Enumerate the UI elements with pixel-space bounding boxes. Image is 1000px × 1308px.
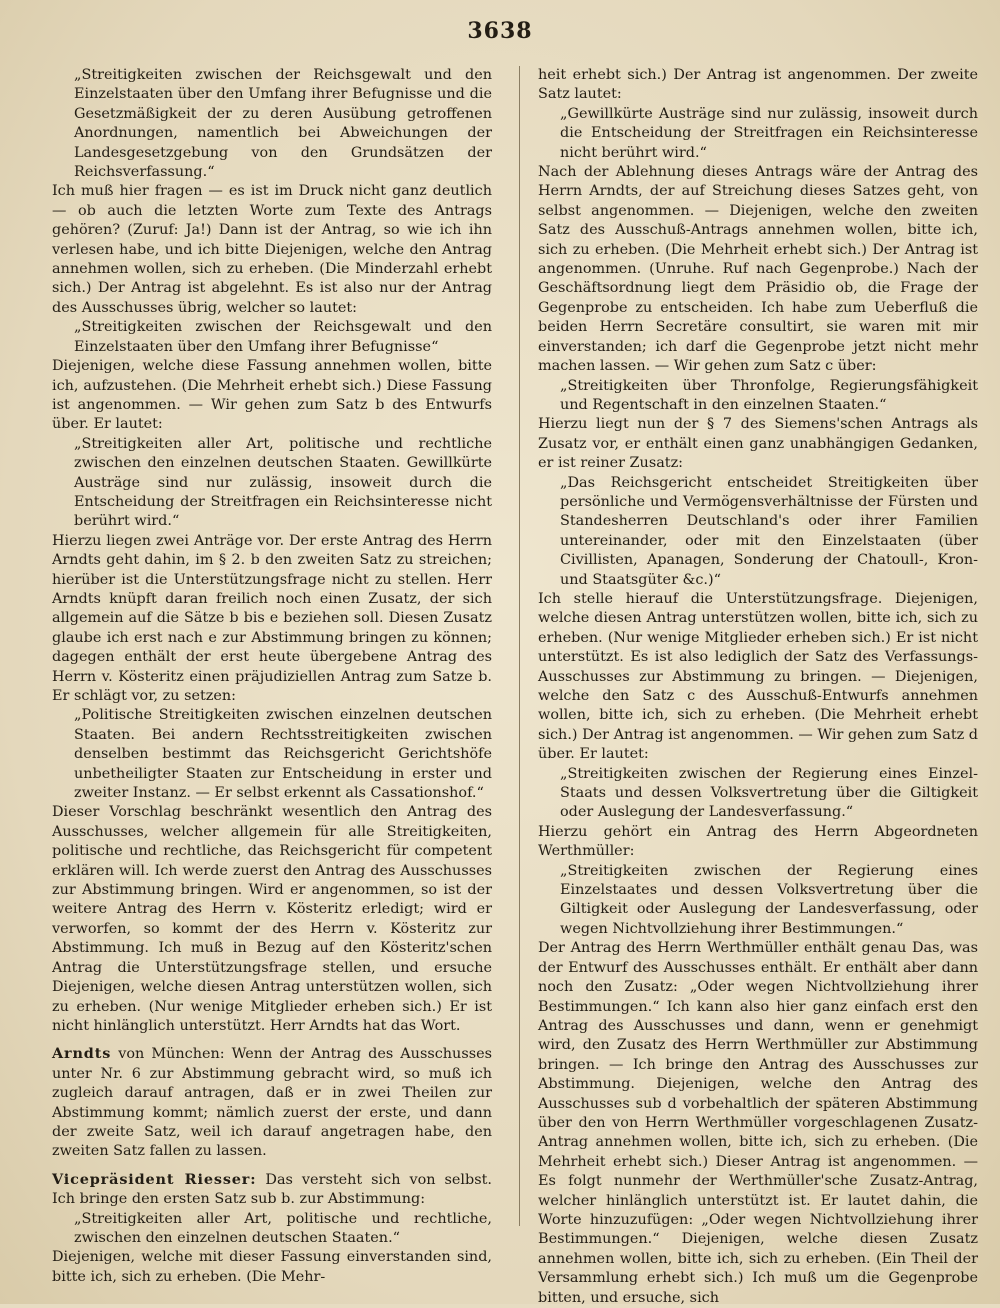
- body-paragraph: Der Antrag des Herrn Werthmüller enthält genau Das, was der Entwurf des Ausschusses enthält. Er enthält aber dann noch den Zusatz: „Oder wegen Nichtvollziehung ihrer Bestimmungen.“ Ich kann also hier ganz einfach erst den Antrag des Ausschusses und dann, wenn er genehmigt wird, den Zusatz des Herrn Werthmüller zur Abstimmung bringen. — Ich bringe den Antrag des Ausschusses zur Abstimmung. Diejenigen, welche den Antrag des Ausschusses sub d vorbehaltlich der späteren Abstimmung über den von Herrn Werthmüller vorgeschlagenen Zusatz-Antrag annehmen wollen, bitte ich, sich zu erheben. (Die Mehrheit erhebt sich.) Dieser Antrag ist angenommen. — Es folgt nunmehr der Werthmüller'sche Zusatz-Antrag, welcher hinlänglich unterstützt ist. Er lautet dahin, die Worte hinzuzufügen: „Oder wegen Nichtvollziehung ihrer Bestimmungen.“ Diejenigen, welche diesen Zusatz annehmen wollen, bitte ich, sich zu erheben. (Ein Theil der Versammlung erhebt sich.) Ich muß um die Gegenprobe bitten, und ersuche, sich: [538, 940, 978, 1306]
- page-number: 3638: [467, 18, 533, 44]
- body-paragraph: Hierzu gehört ein Antrag des Herrn Abgeordneten Werthmüller:: [538, 823, 978, 860]
- column-divider: [519, 66, 520, 1226]
- left-column: [52, 66, 492, 1287]
- speaker-name: Arndts: [52, 1045, 112, 1063]
- quote-paragraph: „Politische Streitigkeiten zwischen einzelnen deutschen Staaten. Bei andern Rechtsstreitigkeiten zwischen denselben bestimmt das Reichsgericht Gerichtshöfe unbetheiligter Staaten zur Entscheidung in erster und zweiter Instanz. — Er selbst erkennt als Cassationshof.“: [74, 707, 492, 802]
- right-column: [538, 66, 978, 1308]
- body-paragraph: Nach der Ablehnung dieses Antrags wäre der Antrag des Herrn Arndts, der auf Streichung dieses Satzes geht, von selbst angenommen. — Diejenigen, welche den zweiten Satz des Ausschuß-Antrags annehmen wollen, bitte ich, sich zu erheben. (Die Mehrheit erhebt sich.) Der Antrag ist angenommen. (Unruhe. Ruf nach Gegenprobe.) Nach der Geschäftsordnung liegt dem Präsidio ob, die Frage der Gegenprobe zu entscheiden. Ich habe zum Ueberfluß die beiden Herrn Secretäre consultirt, sie waren mit mir einverstanden; ich darf die Gegenprobe jetzt nicht mehr machen lassen. — Wir gehen zum Satz c über:: [538, 164, 978, 375]
- quote-paragraph: „Streitigkeiten aller Art, politische und rechtliche, zwischen den einzelnen deutschen Staaten.“: [74, 1210, 492, 1246]
- speech-paragraph: [52, 1170, 492, 1210]
- quote-paragraph: „Streitigkeiten zwischen der Reichsgewalt und den Einzelstaaten über den Umfang ihrer Befugnisse und die Gesetzmäßigkeit der zu deren Ausübung getroffenen Anordnungen, namentlich bei Abweichungen der Landesgesetzgebung von den Grundsätzen der Reichsverfassung.“: [74, 67, 492, 181]
- body-paragraph: Hierzu liegt nun der § 7 des Siemens'schen Antrags als Zusatz vor, er enthält einen ganz unabhängigen Gedanken, er ist reiner Zusatz:: [538, 416, 978, 472]
- body-paragraph: Ich stelle hierauf die Unterstützungsfrage. Diejenigen, welche diesen Antrag unterstützen wollen, bitte ich, sich zu erheben. (Nur wenige Mitglieder erheben sich.) Er ist nicht unterstützt. Es ist also lediglich der Satz des Verfassungs-Ausschusses zur Abstimmung zu bringen. — Diejenigen, welche den Satz c des Ausschuß-Entwurfs annehmen wollen, bitte ich, sich zu erheben. (Die Mehrheit erhebt sich.) Der Antrag ist angenommen. — Wir gehen zum Satz d über. Er lautet:: [538, 590, 978, 763]
- body-paragraph: Hierzu liegen zwei Anträge vor. Der erste Antrag des Herrn Arndts geht dahin, im § 2. b den zweiten Satz zu streichen; hierüber ist die Unterstützungsfrage nicht zu stellen. Herr Arndts knüpft daran freilich noch einen Zusatz, der sich allgemein auf die Sätze b bis e beziehen soll. Diesen Zusatz glaube ich erst nach e zur Abstimmung bringen zu können; dagegen enthält der erst heute übergebene Antrag des Herrn v. Köstеritz einen präjudiziellen Antrag zum Satze b. Er schlägt vor, zu setzen:: [52, 532, 492, 704]
- speech-paragraph: [52, 1044, 492, 1161]
- body-paragraph: Diejenigen, welche diese Fassung annehmen wollen, bitte ich, aufzustehen. (Die Mehrheit erhebt sich.) Diese Fassung ist angenommen. — Wir gehen zum Satz b des Entwurfs über. Er lautet:: [52, 358, 492, 433]
- quote-paragraph: „Streitigkeiten über Thronfolge, Regierungsfähigkeit und Regentschaft in den einzelnen Staaten.“: [560, 377, 978, 413]
- body-paragraph: heit erhebt sich.) Der Antrag ist angenommen. Der zweite Satz lautet:: [538, 67, 978, 103]
- quote-paragraph: „Streitigkeiten zwischen der Reichsgewalt und den Einzelstaaten über den Umfang ihrer Befugnisse“: [74, 319, 492, 355]
- quote-paragraph: „Das Reichsgericht entscheidet Streitigkeiten über persönliche und Vermögensverhältnisse der Fürsten und Standesherren Deutschland's oder ihrer Familien untereinander, oder mit den Einzelstaaten (über Civillisten, Apanagen, Sonderung der Chatoull-, Kron- und Staatsgüter &c.)“: [560, 474, 978, 588]
- speech-text: von München: Wenn der Antrag des Ausschusses unter Nr. 6 zur Abstimmung gebracht wird, so muß ich zugleich darauf antragen, daß er in zwei Theilen zur Abstimmung kommt; nämlich zuerst der erste, und dann der zweite Satz, weil ich darauf angetragen habe, den zweiten Satz fallen zu lassen.: [52, 1046, 492, 1160]
- body-paragraph: Dieser Vorschlag beschränkt wesentlich den Antrag des Ausschusses, welcher allgemein für alle Streitigkeiten, politische und rechtliche, das Reichsgericht für competent erklären will. Ich werde zuerst den Antrag des Ausschusses zur Abstimmung bringen. Wird er angenommen, so ist der weitere Antrag des Herrn v. Kösteritz erledigt; wird er verworfen, so kommt der des Herrn v. Kösteritz zur Abstimmung. Ich muß in Bezug auf den Kösteritz'schen Antrag die Unterstützungsfrage stellen, und ersuche Diejenigen, welche diesen Antrag unterstützen wollen, sich zu erheben. (Nur wenige Mitglieder erheben sich.) Er ist nicht hinlänglich unterstützt. Herr Arndts hat das Wort.: [52, 804, 492, 1034]
- quote-paragraph: „Streitigkeiten zwischen der Regierung eines Einzel-Staats und dessen Volksvertretung über die Giltigkeit oder Auslegung der Landesverfassung.“: [560, 765, 978, 821]
- quote-paragraph: „Streitigkeiten aller Art, politische und rechtliche zwischen den einzelnen deutschen Staaten. Gewillkürte Austräge sind nur zulässig, insoweit durch die Entscheidung der Streitfragen ein Reichsinteresse nicht berührt wird.“: [74, 435, 492, 530]
- quote-paragraph: „Streitigkeiten zwischen der Regierung eines Einzelstaates und dessen Volksvertretung über die Giltigkeit oder Auslegung der Landesverfassung, oder wegen Nichtvollziehung ihrer Bestimmungen.“: [560, 862, 978, 937]
- body-paragraph: Diejenigen, welche mit dieser Fassung einverstanden sind, bitte ich, sich zu erheben. (Die Mehr-: [52, 1249, 492, 1285]
- body-paragraph: Ich muß hier fragen — es ist im Druck nicht ganz deutlich — ob auch die letzten Worte zum Texte des Antrags gehören? (Zuruf: Ja!) Dann ist der Antrag, so wie ich ihn verlesen habe, und ich bitte Diejenigen, welche den Antrag annehmen wollen, sich zu erheben. (Die Minderzahl erhebt sich.) Der Antrag ist abgelehnt. Es ist also nur der Antrag des Ausschusses übrig, welcher so lautet:: [52, 183, 492, 316]
- quote-paragraph: „Gewillkürte Austräge sind nur zulässig, insoweit durch die Entscheidung der Streitfragen ein Reichsinteresse nicht berührt wird.“: [560, 105, 978, 161]
- speech-text: Das versteht sich von selbst. Ich bringe den ersten Satz sub b. zur Abstimmung:: [52, 1171, 492, 1208]
- speaker-name: Vicepräsident Riesser:: [52, 1170, 257, 1188]
